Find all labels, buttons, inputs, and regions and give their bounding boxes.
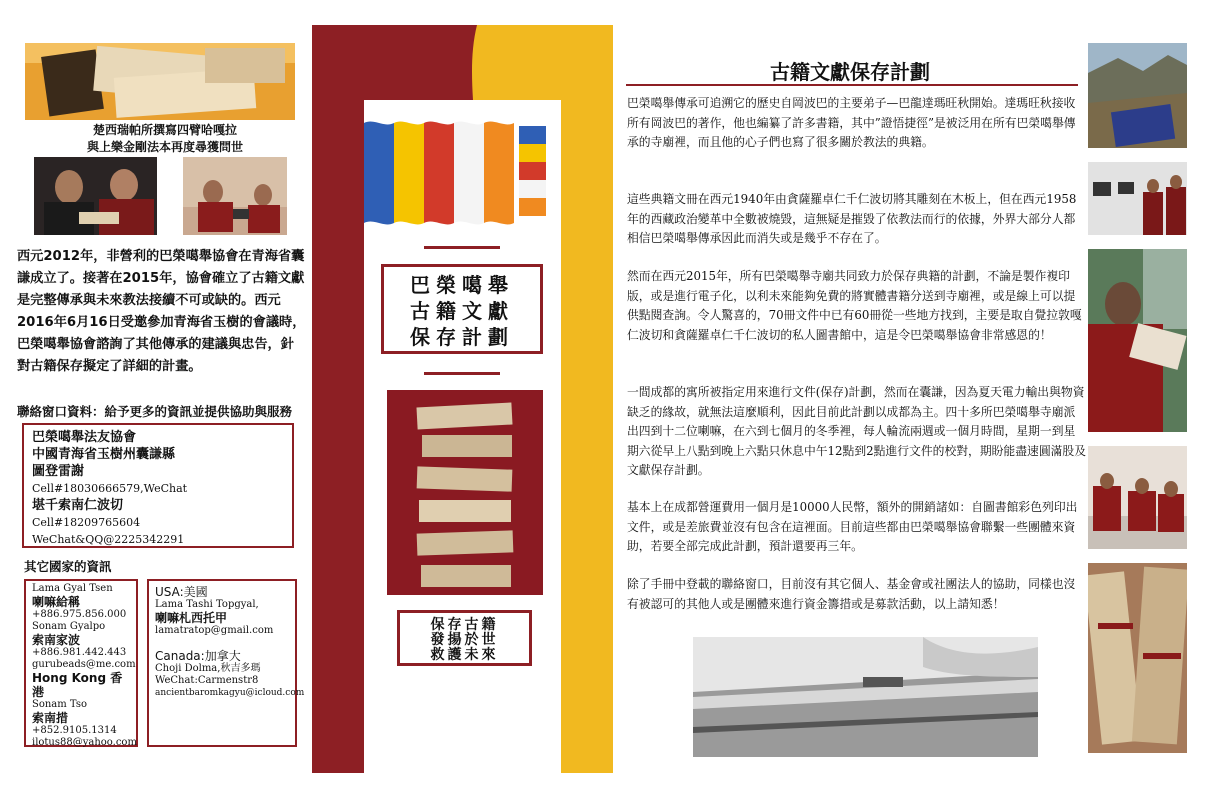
divider [424,372,500,375]
monks-working-photo [1088,446,1187,549]
title-underline [626,84,1078,86]
buddhist-flag [364,118,546,228]
body-paragraph: 一間成都的寓所被指定用來進行文件(保存)計劃，然而在囊謙，因為夏天電力輸出與物資缺乏的緣故，就無法這麼順利，因此目前此計劃以成都為主。四十多所巴榮噶舉寺廟派出四到十二位喇嘛，在六到七個月的冬季裡，每人輪流兩週或一個月時間，星期一到星期六從早上八點到晚上六點只休息中午12點到2點進行文件的校對，期盼能盡速圓滿股及文獻保存計劃。 [627,385,1087,477]
contact-name: 圖登雷謝 [32,464,85,479]
monks-computers-photo [1088,162,1187,235]
old-books-photo [1088,563,1187,753]
contact-box-china [22,423,294,548]
lamas-reading-photo [34,157,157,235]
cover-title-box [381,264,543,354]
contact-org: 巴榮噶舉法友協會 [32,430,137,445]
contact-location: 中國青海省玉樹州囊謙縣 [32,447,176,462]
body-paragraph: 基本上在成都營運費用一個月是10000人民幣，額外的開銷諸如：自圖書館彩色列印出文件，或是差旅費並沒有包含在這裡面。目前這些都由巴榮噶舉協會聯繫一些團體來資助，若要全部完成此計劃，預計還要再三年。 [627,500,1078,553]
photo-caption: 楚西瑞帕所撰寫四臂哈嘎拉 與上樂金剛法本再度尋獲問世 [86,123,243,154]
contact-phone: Cell#18209765604 [32,516,141,529]
contact-box-usa-canada: USA:美國 Lama Tashi Topgyal, 喇嘛札西托甲 lamatratop@gmail.com Canada:加拿大 Choji Dolma,秋吉多瑪 WeChat:Carmenstr8 ancientbaromkagyu@icloud.com [147,579,297,747]
manuscript-texts-photo [25,43,295,120]
divider [424,246,500,249]
cover-motto-line: 保存古籍 [430,617,499,633]
intro-paragraph: 西元2012年，非營利的巴榮噶舉協會在青海省囊謙成立了。接著在2015年，協會確立了古籍文獻是完整傳承與未來教法接續不可或缺的。西元2016年6月16日受邀參加青海省玉樹的會議時，巴榮噶舉協會諮詢了其他傳承的建議與忠告，針對古籍保存擬定了詳細的計畫。 [17,249,306,374]
cover-motto-box [397,610,532,666]
hand-manuscript-photo [693,637,1038,757]
contact-phone: Cell#18030666579,WeChat [32,482,188,495]
monks-computer-photo [183,157,287,235]
contact-wechat: WeChat&QQ@2225342291 [32,533,185,546]
body-paragraph: 巴榮噶舉傳承可追溯它的歷史自岡波巴的主要弟子—巴龍達瑪旺秋開始。達瑪旺秋接收所有岡波巴的著作，他也編纂了許多書籍，其中”證悟捷徑”是被泛用在所有巴榮噶舉傳承的寺廟裡，而且他的心子們也寫了很多關於教法的典籍。 [627,96,1076,149]
body-paragraph: 然而在西元2015年，所有巴榮噶舉寺廟共同致力於保存典籍的計劃，不論是製作複印版，或是進行電子化，以利未來能夠免費的將實體書籍分送到寺廟裡，或是線上可以提供點閱查詢。令人驚喜的，70冊文件中已有60冊從一些地方找到，主要是取自覺拉敦嘎仁波切和貪薩羅卓仁千仁波切的私人圖書館中，這是令巴榮噶舉協會非常感恩的！ [627,269,1082,342]
cover-motto-line: 救護未來 [430,647,499,663]
page-title: 古籍文獻保存計劃 [770,60,930,84]
cover-title-line: 古籍文獻 [410,299,514,323]
cover-title-line: 巴榮噶舉 [410,273,514,297]
cover-title-line: 保存計劃 [410,325,514,349]
contact-heading: 聯絡窗口資料：給予更多的資訊並提供協助與服務 [17,404,293,419]
body-paragraph: 這些典籍文冊在西元1940年由貪薩羅卓仁千仁波切將其雕刻在木板上，但在西元1958年的西藏政治變革中全數被燒毀，這無疑是摧毀了依教法而行的依據，外界大部分人都相信巴榮噶舉傳承因此而消失或是幾乎不存在了。 [627,192,1077,245]
other-countries-heading: 其它國家的資訊 [24,559,112,574]
contact-box-taiwan-hk: Lama Gyal Tsen 喇嘛給稱 +886.975.856.000 Sonam Gyalpo 索南家波 +886.981.442.443 gurubeads@me.com Hong Kong 香港 Sonam Tso 索南措 +852.9105.1314 ilotus88@yahoo.com [24,579,138,747]
monk-reading-photo [1088,249,1187,432]
contact-name: 堪千索南仁波切 [32,498,124,513]
body-paragraph: 除了手冊中登載的聯絡窗口，目前沒有其它個人、基金會或社團法人的協助，同樣也沒有被認可的其他人或是團體來進行資金籌措或是募款活動，以上請知悉！ [627,577,1076,611]
cover-motto-line: 發揚於世 [430,632,499,648]
manuscript-photo [387,390,543,595]
landscape-book-photo [1088,43,1187,148]
